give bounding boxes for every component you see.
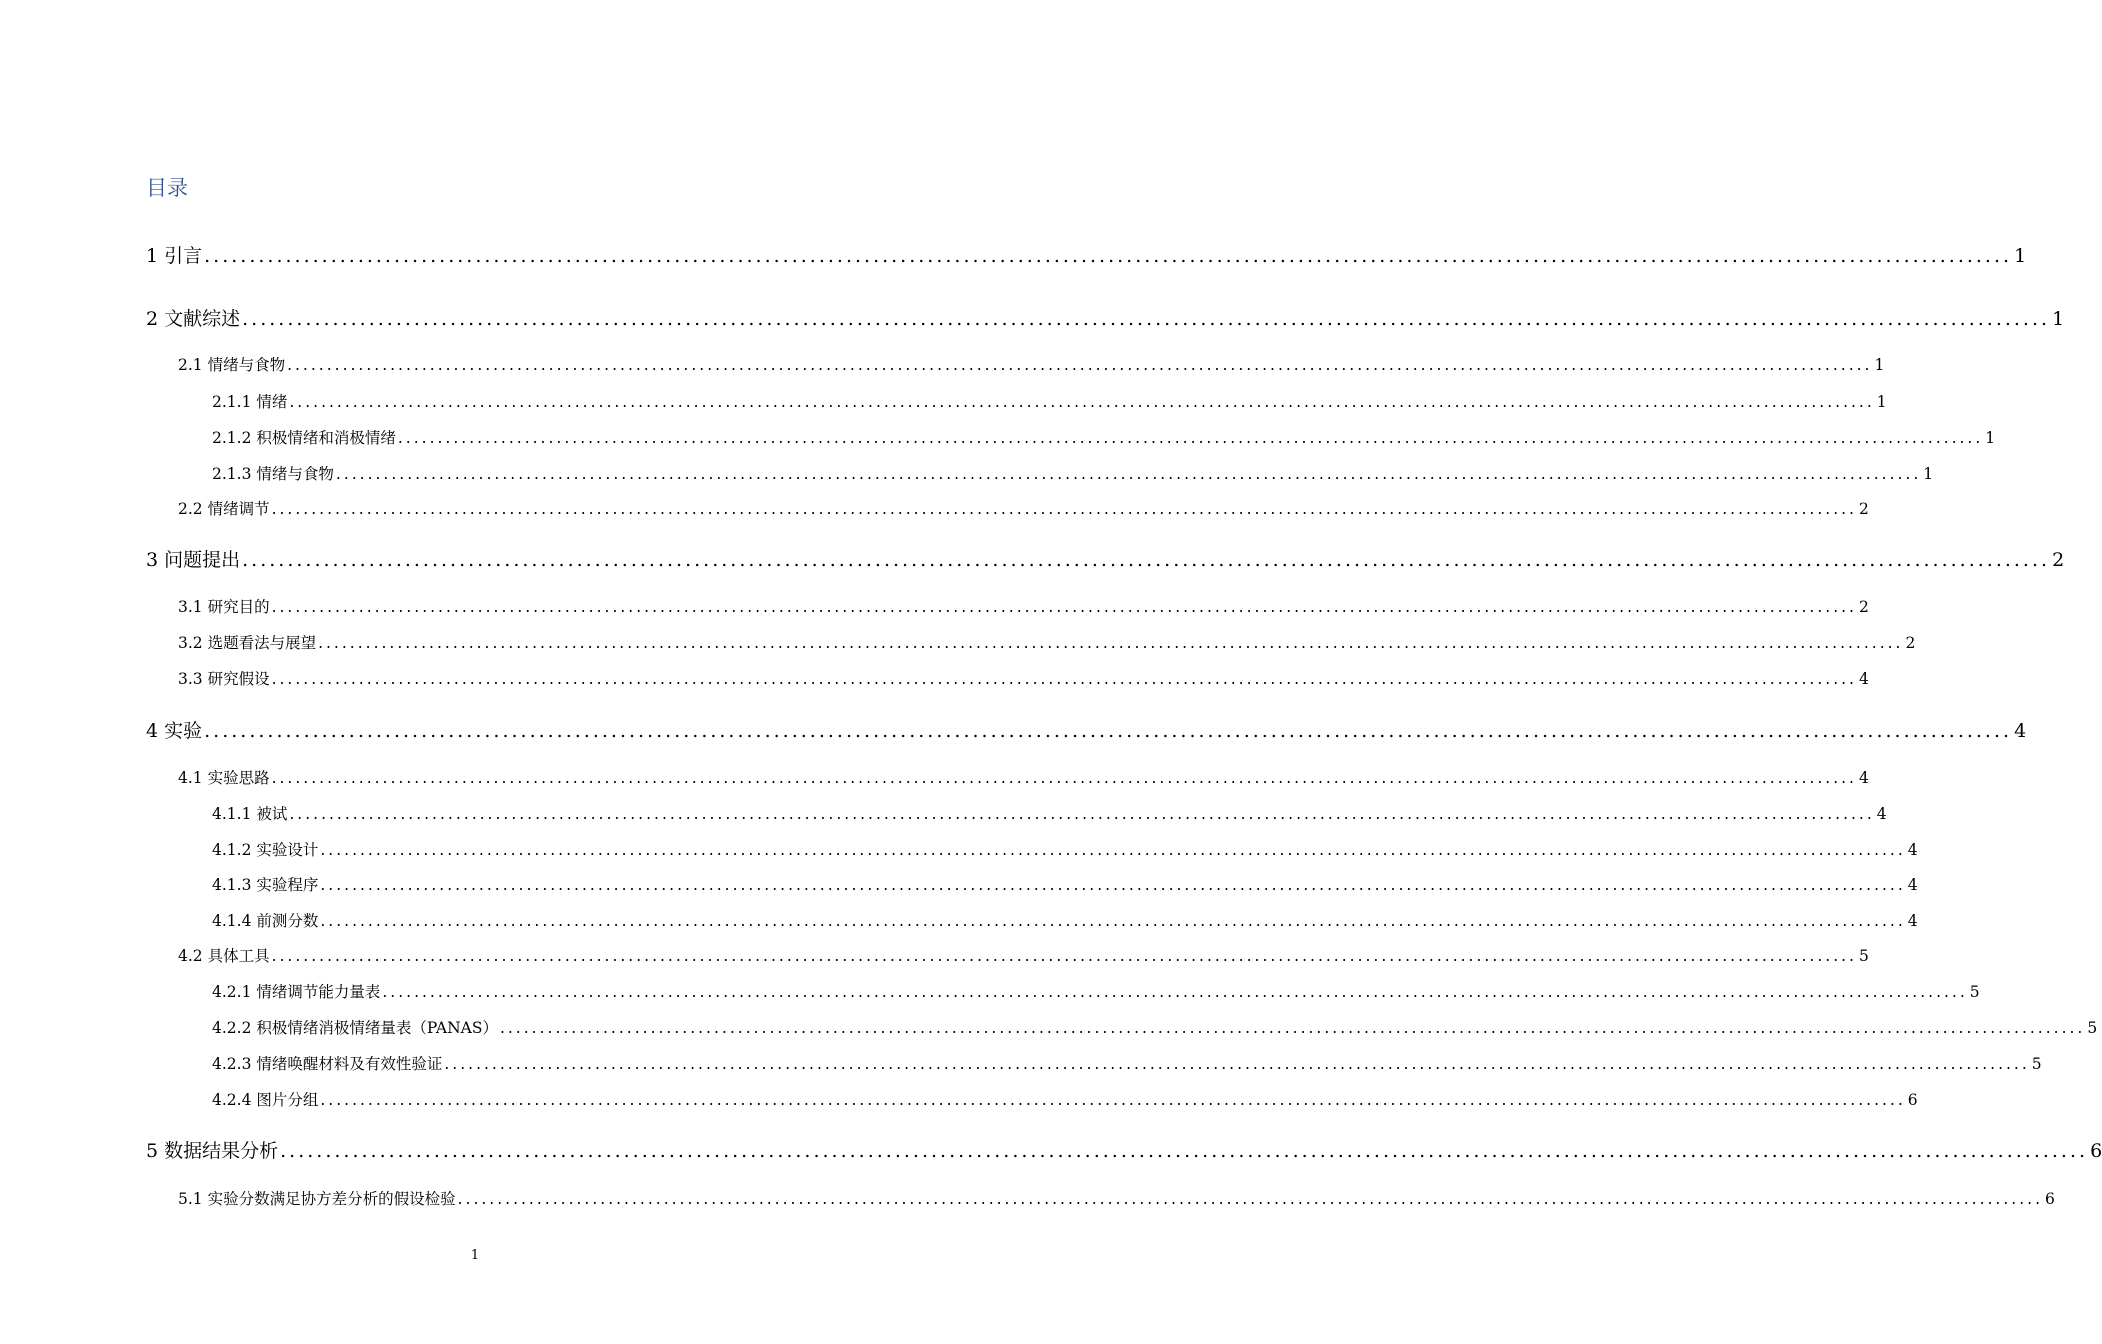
toc-entry-page-number: 1	[1874, 356, 1885, 374]
toc-entry[interactable]	[178, 497, 1869, 519]
toc-title: 目录	[146, 176, 188, 200]
toc-leader-dots: ........................................................................................................................................................................................................	[320, 912, 1906, 930]
toc-entry-label: 4.1 实验思路	[178, 769, 270, 787]
toc-entry-page-number: 5	[2031, 1055, 2042, 1073]
toc-leader-dots: ........................................................................................................................................................................................................	[271, 947, 1857, 965]
toc-entry-label: 3.3 研究假设	[178, 670, 270, 688]
toc-leader-dots: ........................................................................................................................................................................................................	[499, 1019, 2086, 1037]
toc-entry-label: 4.2.2 积极情绪消极情绪量表（PANAS）	[212, 1019, 498, 1037]
toc-entry[interactable]	[212, 802, 1887, 824]
toc-entry-page-number: 2	[1905, 634, 1916, 652]
toc-leader-dots: ........................................................................................................................................................................................................	[271, 500, 1857, 518]
toc-entry-label: 2.1.3 情绪与食物	[212, 465, 334, 483]
toc-entry-page-number: 4	[1907, 841, 1918, 859]
toc-entry-page-number: 2	[1858, 598, 1869, 616]
toc-leader-dots: ........................................................................................................................................................................................................	[271, 670, 1857, 688]
toc-entry-label: 3 问题提出	[146, 549, 241, 571]
toc-leader-dots: ........................................................................................................................................................................................................	[289, 805, 1875, 823]
toc-leader-dots: ........................................................................................................................................................................................................	[271, 598, 1857, 616]
toc-entry-page-number: 2	[1858, 500, 1869, 518]
toc-entry[interactable]	[212, 426, 1996, 448]
toc-entry-page-number: 1	[1923, 465, 1934, 483]
toc-leader-dots: ........................................................................................................................................................................................................	[271, 769, 1857, 787]
toc-entry-label: 2.1 情绪与食物	[178, 356, 286, 374]
toc-entry-page-number: 1	[1876, 393, 1887, 411]
toc-entry-label: 2.2 情绪调节	[178, 500, 270, 518]
toc-entry-page-number: 1	[2014, 245, 2027, 267]
toc-leader-dots: ........................................................................................................................................................................................................	[242, 549, 2051, 571]
toc-entry-label: 4.1.1 被试	[212, 805, 288, 823]
toc-leader-dots: ........................................................................................................................................................................................................	[444, 1055, 2030, 1073]
toc-entry[interactable]	[178, 631, 1916, 653]
toc-entry[interactable]	[212, 909, 1918, 931]
toc-leader-dots: ........................................................................................................................................................................................................	[397, 429, 1984, 447]
page-number: 1	[470, 1248, 480, 1263]
toc-entry-label: 5.1 实验分数满足协方差分析的假设检验	[178, 1190, 456, 1208]
toc-entry[interactable]	[212, 462, 1934, 484]
toc-entry[interactable]	[178, 353, 1885, 375]
toc-entry-label: 4.2.3 情绪唤醒材料及有效性验证	[212, 1055, 443, 1073]
toc-entry-label: 4.2.4 图片分组	[212, 1091, 319, 1109]
toc-leader-dots: ........................................................................................................................................................................................................	[280, 1140, 2089, 1162]
toc-entry[interactable]	[178, 595, 1869, 617]
toc-entry-page-number: 4	[2014, 720, 2027, 742]
toc-entry-label: 4.1.2 实验设计	[212, 841, 319, 859]
toc-leader-dots: ........................................................................................................................................................................................................	[320, 876, 1906, 894]
toc-leader-dots: ........................................................................................................................................................................................................	[242, 308, 2051, 330]
toc-entry[interactable]	[146, 241, 2027, 268]
toc-leader-dots: ........................................................................................................................................................................................................	[318, 634, 1904, 652]
toc-entry[interactable]	[178, 667, 1869, 689]
toc-leader-dots: ........................................................................................................................................................................................................	[320, 1091, 1906, 1109]
toc-entry[interactable]	[146, 545, 2065, 572]
toc-leader-dots: ........................................................................................................................................................................................................	[335, 465, 1922, 483]
toc-entry-label: 4.1.3 实验程序	[212, 876, 319, 894]
toc-entry-label: 1 引言	[146, 245, 203, 267]
toc-entry-label: 3.1 研究目的	[178, 598, 270, 616]
toc-leader-dots: ........................................................................................................................................................................................................	[382, 983, 1968, 1001]
toc-entry-label: 2.1.2 积极情绪和消极情绪	[212, 429, 396, 447]
toc-entry[interactable]	[212, 980, 1980, 1002]
toc-entry-page-number: 1	[1985, 429, 1996, 447]
toc-entry-page-number: 4	[1907, 912, 1918, 930]
toc-entry[interactable]	[146, 304, 2065, 331]
toc-entry-label: 2 文献综述	[146, 308, 241, 330]
toc-entry-page-number: 4	[1907, 876, 1918, 894]
toc-entry[interactable]	[178, 766, 1869, 788]
toc-entry-label: 3.2 选题看法与展望	[178, 634, 317, 652]
toc-entry[interactable]	[212, 873, 1918, 895]
toc-entry-page-number: 2	[2052, 549, 2065, 571]
toc-entry-label: 4.2 具体工具	[178, 947, 270, 965]
toc-entry[interactable]	[212, 1016, 2098, 1038]
toc-entry[interactable]	[178, 1187, 2055, 1209]
toc-entry-page-number: 4	[1858, 670, 1869, 688]
toc-leader-dots: ........................................................................................................................................................................................................	[320, 841, 1906, 859]
toc-entry-label: 5 数据结果分析	[146, 1140, 279, 1162]
toc-entry-page-number: 6	[2090, 1140, 2102, 1162]
toc-entry-page-number: 5	[1969, 983, 1980, 1001]
toc-entry[interactable]	[146, 716, 2027, 743]
toc-entry-label: 2.1.1 情绪	[212, 393, 288, 411]
toc-entry-label: 4 实验	[146, 720, 203, 742]
toc-entry-page-number: 1	[2052, 308, 2065, 330]
toc-entry-page-number: 5	[2087, 1019, 2098, 1037]
toc-leader-dots: ........................................................................................................................................................................................................	[204, 245, 2013, 267]
toc-entry[interactable]	[178, 944, 1869, 966]
toc-entry[interactable]	[212, 390, 1887, 412]
toc-leader-dots: ........................................................................................................................................................................................................	[457, 1190, 2043, 1208]
toc-entry-page-number: 4	[1858, 769, 1869, 787]
toc-entry-page-number: 5	[1858, 947, 1869, 965]
toc-entry[interactable]	[212, 1088, 1918, 1110]
toc-entry-label: 4.1.4 前测分数	[212, 912, 319, 930]
toc-entry-label: 4.2.1 情绪调节能力量表	[212, 983, 381, 1001]
toc-entry-page-number: 6	[1907, 1091, 1918, 1109]
toc-entry-page-number: 6	[2045, 1190, 2055, 1208]
toc-entry-page-number: 4	[1876, 805, 1887, 823]
toc-entry[interactable]	[212, 838, 1918, 860]
toc-leader-dots: ........................................................................................................................................................................................................	[289, 393, 1875, 411]
toc-leader-dots: ........................................................................................................................................................................................................	[204, 720, 2013, 742]
toc-leader-dots: ........................................................................................................................................................................................................	[287, 356, 1873, 374]
toc-entry[interactable]	[212, 1052, 2042, 1074]
toc-entry[interactable]	[146, 1136, 2102, 1163]
